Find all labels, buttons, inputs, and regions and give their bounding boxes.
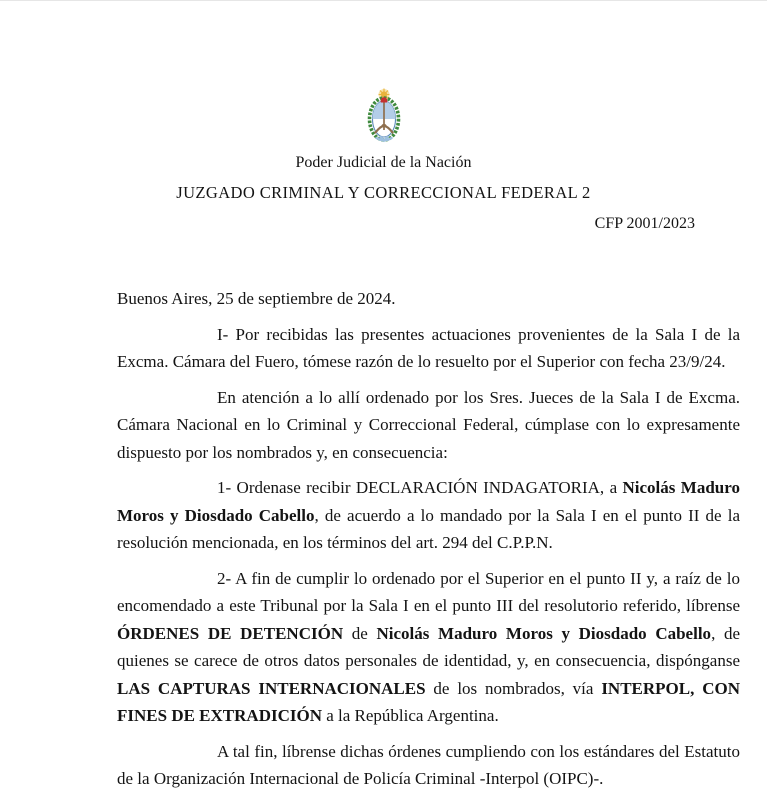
argentina-coat-of-arms-icon (364, 87, 404, 145)
bold-text-run: INTERPOL, CON FINES DE EXTRADICIÓN (117, 678, 740, 725)
paragraph-3 (117, 474, 740, 557)
text-run: I- Por recibidas las presentes actuaciones provenientes de la Sala I de la Excma. Cámara del Fuero, tómese razón de lo resuelto por el Superior con fecha 23/9/24. (117, 324, 740, 371)
text-run: 2- A fin de cumplir lo ordenado por el Superior en el punto II y, a raíz de lo encomendado a este Tribunal por la Sala I en el punto III del resolutorio referido, líbrense (117, 568, 740, 615)
bold-text-run: Nicolás Maduro Moros y Diosdado Cabello (117, 478, 740, 525)
bold-text-run: ÓRDENES DE DETENCIÓN (117, 623, 344, 643)
text-run: de los nombrados, vía (425, 678, 602, 698)
bold-text-run: Nicolás Maduro Moros y Diosdado Cabello (376, 623, 712, 643)
text-run: de (343, 623, 377, 643)
document-body (117, 285, 740, 793)
text-run: A tal fin, líbrense dichas órdenes cumpliendo con los estándares del Estatuto de la Organización Internacional de Policía Criminal -Interpol (OIPC)-. (117, 741, 740, 788)
text-run: a la República Argentina. (321, 706, 499, 725)
paragraph-5 (117, 738, 740, 793)
header-court-name: JUZGADO CRIMINAL Y CORRECCIONAL FEDERAL 2 (176, 183, 591, 202)
paragraph-1 (117, 321, 740, 376)
bold-text-run: LAS CAPTURAS INTERNACIONALES (117, 678, 426, 698)
text-run: , de acuerdo a lo mandado por la Sala I en el punto II de la resolución mencionada, en los términos del art. 294 del C.P.P.N. (117, 505, 740, 552)
paragraph-4 (117, 565, 740, 730)
document-header (0, 1, 767, 233)
text-run: 1- Ordenase recibir DECLARACIÓN INDAGATORIA, a (217, 478, 623, 497)
dateline: Buenos Aires, 25 de septiembre de 2024. (117, 289, 396, 308)
header-institution: Poder Judicial de la Nación (295, 154, 472, 171)
text-run: En atención a lo allí ordenado por los Sres. Jueces de la Sala I de Excma. Cámara Nacional en lo Criminal y Correccional Federal, cúmplase con lo expresamente dispuesto por los nombrados y, en consecuencia: (117, 387, 740, 462)
paragraph-2 (117, 384, 740, 467)
case-number: CFP 2001/2023 (594, 215, 695, 232)
text-run: , de quienes se carece de otros datos personales de identidad, y, en consecuencia, dispónganse (117, 623, 741, 670)
paragraphs-container (117, 321, 740, 793)
